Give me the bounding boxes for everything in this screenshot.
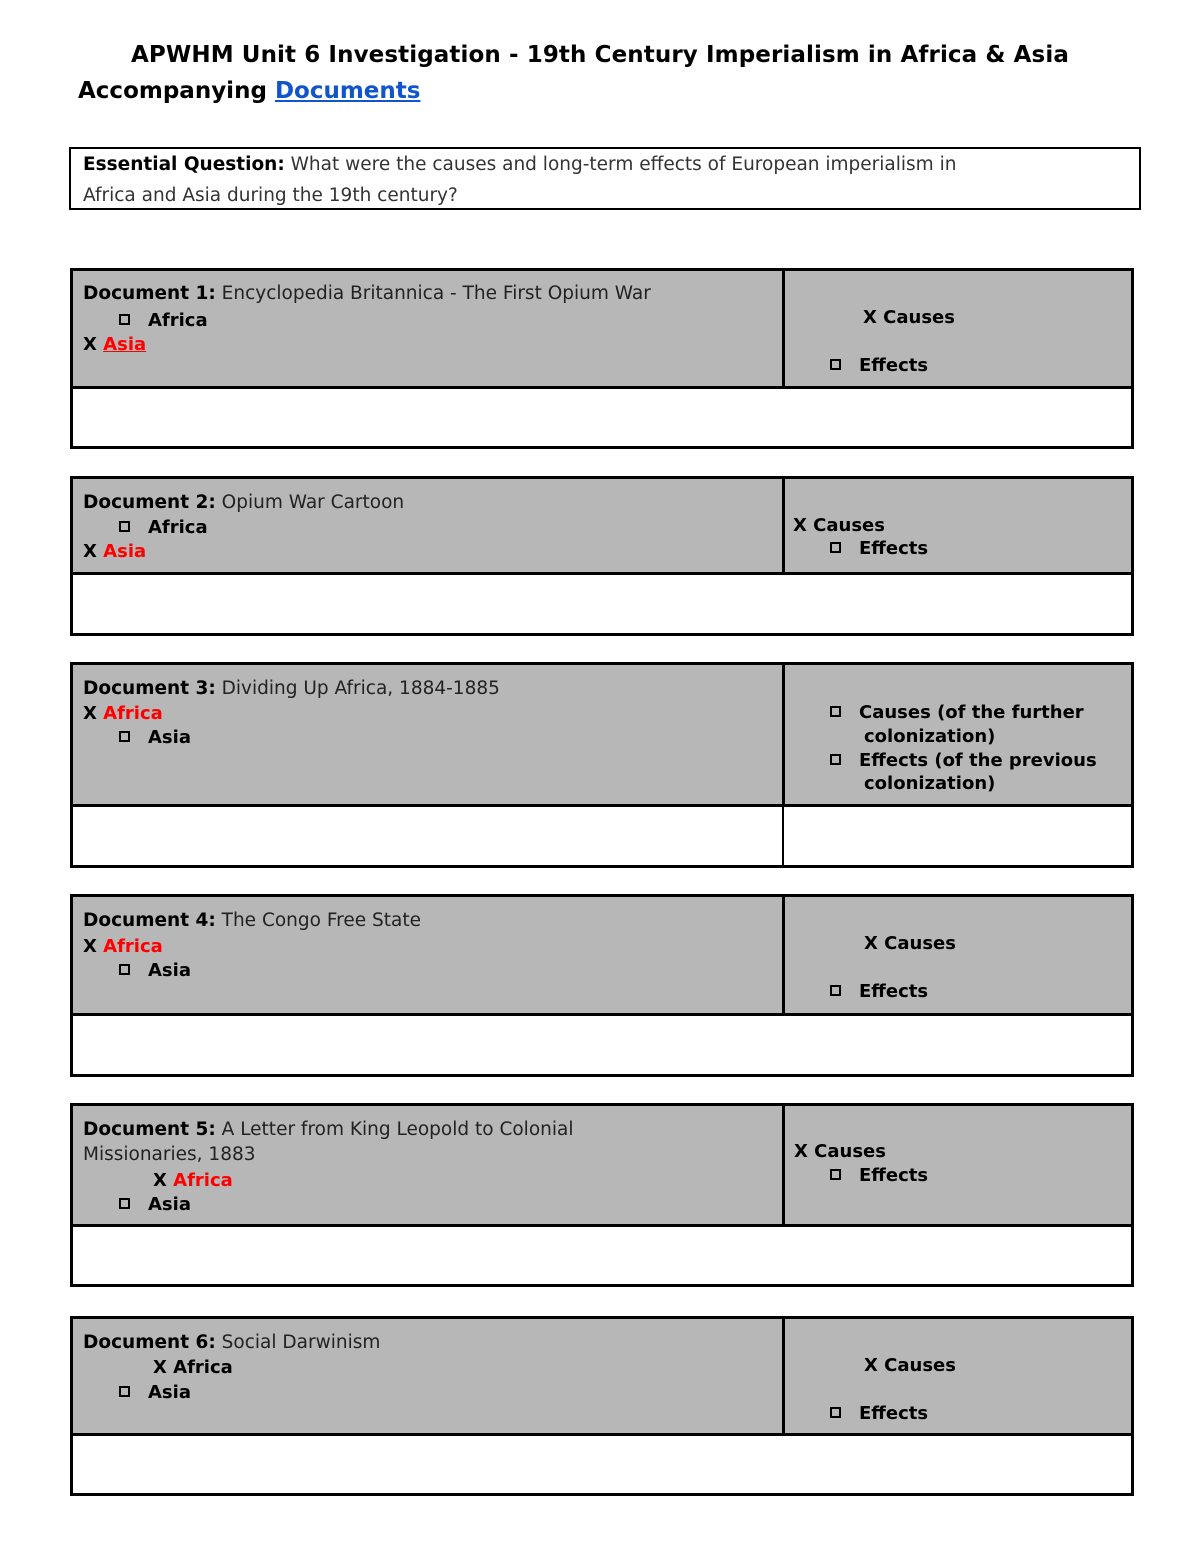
document-2-card <box>70 476 1134 636</box>
document-3-answer-area[interactable] <box>73 807 1131 865</box>
document-3-causes-line-2: colonization) <box>864 726 996 747</box>
document-6-causes-option[interactable]: X Causes <box>864 1355 956 1376</box>
document-5-africa-option[interactable]: X Africa <box>153 1170 233 1191</box>
document-4-effects-option[interactable]: Effects <box>830 981 928 1002</box>
checkbox-icon[interactable] <box>830 754 841 765</box>
document-3-header <box>73 665 1131 807</box>
document-1-header <box>73 271 1131 389</box>
document-3-card <box>70 662 1134 868</box>
document-4-header <box>73 897 1131 1016</box>
checkbox-icon[interactable] <box>119 731 130 742</box>
document-2-asia-option[interactable]: X Asia <box>83 541 147 562</box>
checkbox-icon[interactable] <box>119 964 130 975</box>
checkbox-icon[interactable] <box>830 1169 841 1180</box>
page-subtitle <box>78 78 420 104</box>
document-1-asia-option[interactable]: X Asia <box>83 334 147 355</box>
document-4-card <box>70 894 1134 1077</box>
document-4-africa-option[interactable]: X Africa <box>83 936 163 957</box>
document-1-effects-option[interactable]: Effects <box>830 355 928 376</box>
document-2-answer-area[interactable] <box>73 575 1131 633</box>
checkbox-icon[interactable] <box>119 314 130 325</box>
documents-link[interactable]: Documents <box>274 78 421 104</box>
checkbox-icon[interactable] <box>119 521 130 532</box>
document-5-title-line-2: Missionaries, 1883 <box>83 1144 256 1165</box>
document-6-title: Document 6: Social Darwinism <box>83 1332 381 1353</box>
document-4-causes-option[interactable]: X Causes <box>864 933 956 954</box>
document-5-causes-option[interactable]: X Causes <box>794 1141 886 1162</box>
document-6-effects-option[interactable]: Effects <box>830 1403 928 1424</box>
page-title: APWHM Unit 6 Investigation - 19th Century Imperialism in Africa & Asia <box>131 42 1069 68</box>
document-6-asia-option[interactable]: Asia <box>119 1382 191 1403</box>
checkbox-icon[interactable] <box>119 1386 130 1397</box>
document-5-title: Document 5: A Letter from King Leopold to Colonial <box>83 1119 574 1140</box>
document-3-title: Document 3: Dividing Up Africa, 1884-1885 <box>83 678 500 699</box>
checkbox-icon[interactable] <box>830 985 841 996</box>
document-4-answer-area[interactable] <box>73 1016 1131 1074</box>
document-5-answer-area[interactable] <box>73 1227 1131 1284</box>
document-6-header <box>73 1319 1131 1436</box>
subtitle-prefix: Accompanying <box>78 78 267 104</box>
essential-question-box <box>69 147 1141 210</box>
checkbox-icon[interactable] <box>830 706 841 717</box>
document-3-asia-option[interactable]: Asia <box>119 727 191 748</box>
document-2-africa-option[interactable]: Africa <box>119 517 208 538</box>
checkbox-icon[interactable] <box>830 359 841 370</box>
document-2-header <box>73 479 1131 575</box>
document-5-effects-option[interactable]: Effects <box>830 1165 928 1186</box>
document-2-title: Document 2: Opium War Cartoon <box>83 492 405 513</box>
document-4-asia-option[interactable]: Asia <box>119 960 191 981</box>
document-1-card <box>70 268 1134 449</box>
document-1-africa-option[interactable]: Africa <box>119 310 208 331</box>
document-3-africa-option[interactable]: X Africa <box>83 703 163 724</box>
document-2-effects-option[interactable]: Effects <box>830 538 928 559</box>
document-3-effects-line-2: colonization) <box>864 773 996 794</box>
document-5-card <box>70 1103 1134 1287</box>
essential-question-label: Essential Question: <box>83 154 285 175</box>
essential-question-text-2: Africa and Asia during the 19th century? <box>83 185 458 206</box>
document-1-causes-option[interactable]: X Causes <box>863 307 955 328</box>
document-6-answer-area[interactable] <box>73 1436 1131 1493</box>
checkbox-icon[interactable] <box>830 1407 841 1418</box>
document-3-effects-option[interactable]: Effects (of the previous <box>830 750 1097 771</box>
document-5-asia-option[interactable]: Asia <box>119 1194 191 1215</box>
checkbox-icon[interactable] <box>119 1198 130 1209</box>
document-6-africa-option[interactable]: X Africa <box>153 1357 233 1378</box>
document-1-title: Document 1: Encyclopedia Britannica - The First Opium War <box>83 283 651 304</box>
document-3-causes-option[interactable]: Causes (of the further <box>830 702 1084 723</box>
document-5-header <box>73 1106 1131 1227</box>
document-2-causes-option[interactable]: X Causes <box>793 515 885 536</box>
checkbox-icon[interactable] <box>830 542 841 553</box>
document-1-answer-area[interactable] <box>73 389 1131 446</box>
document-6-card <box>70 1316 1134 1496</box>
document-4-title: Document 4: The Congo Free State <box>83 910 421 931</box>
essential-question-text: What were the causes and long-term effects of European imperialism in <box>290 154 957 175</box>
